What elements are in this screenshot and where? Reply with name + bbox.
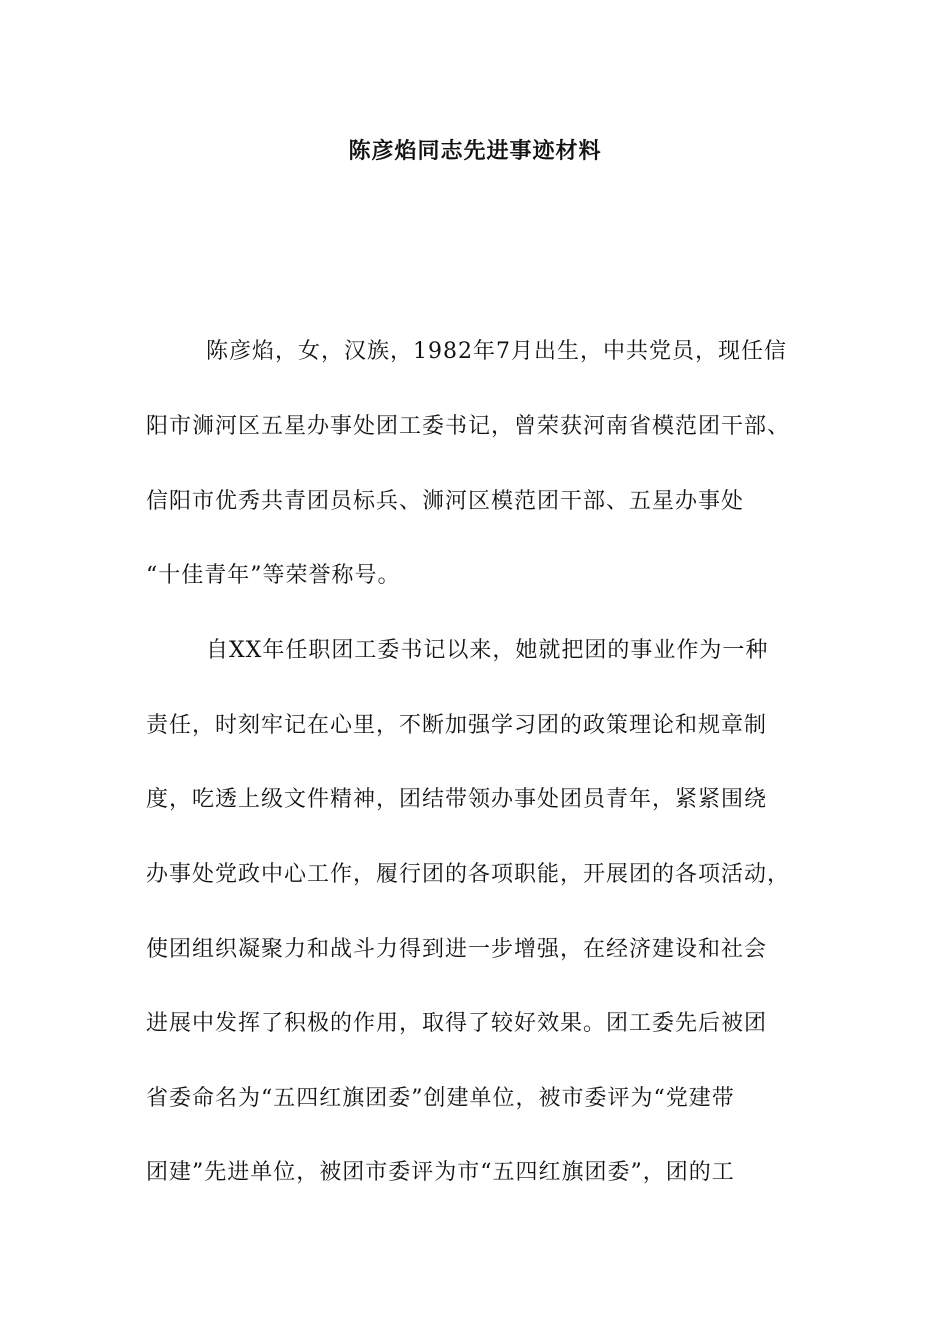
paragraph-line: 进展中发挥了积极的作用，取得了较好效果。团工委先后被团 (146, 1011, 768, 1036)
document-title: 陈彦焰同志先进事迹材料 (348, 139, 602, 164)
paragraph-line: 信阳市优秀共青团员标兵、浉河区模范团干部、五星办事处 (146, 489, 745, 514)
paragraph-line: 办事处党政中心工作，履行团的各项职能，开展团的各项活动， (146, 862, 791, 887)
paragraph-line: 团建”先进单位，被团市委评为市“五四红旗团委”，团的工 (146, 1160, 735, 1185)
paragraph-line: 陈彦焰，女，汉族，1982年7月出生，中共党员，现任信 (206, 339, 787, 364)
paragraph-line: 省委命名为“五四红旗团委”创建单位，被市委评为“党建带 (146, 1086, 735, 1111)
paragraph-line: 阳市浉河区五星办事处团工委书记，曾荣获河南省模范团干部、 (146, 414, 791, 439)
paragraph-line: 自XX年任职团工委书记以来，她就把团的事业作为一种 (206, 638, 769, 663)
paragraph-line: 责任，时刻牢记在心里，不断加强学习团的政策理论和规章制 (146, 713, 768, 738)
paragraph-line: 度，吃透上级文件精神，团结带领办事处团员青年，紧紧围绕 (146, 787, 768, 812)
paragraph-line: 使团组织凝聚力和战斗力得到进一步增强，在经济建设和社会 (146, 937, 768, 962)
paragraph-line: “十佳青年”等荣誉称号。 (146, 563, 401, 588)
